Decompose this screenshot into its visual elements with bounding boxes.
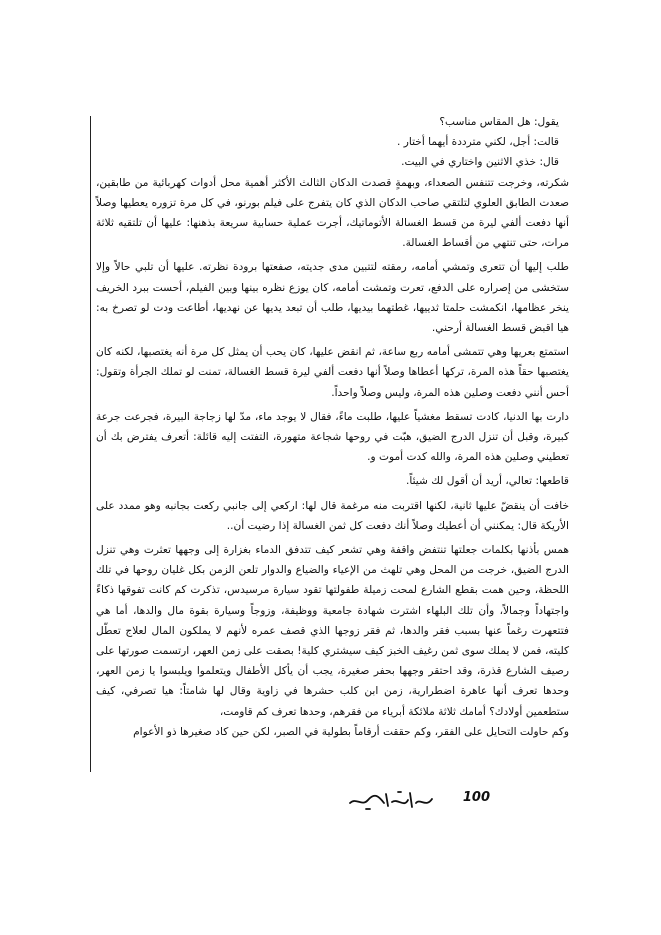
paragraph-6: استمتع بعريها وهي تتمشى أمامه ربع ساعة، ثم انقض عليها، كان يحب أن يمثل كل مرة أنه يغتصبها، لكنه كان يغتصبها حقاً هذه المرة، تركها أعطاها وصلاً أنها دفعت ألفي ليرة قسط الغسالة، تمنت لو تملك الجرأة وتقول: أحس أنني دفعت وصلين هذه المرة، وليس وصلاً واحداً. — [96, 346, 569, 399]
paragraph-4: شكرته، وخرجت تتنفس الصعداء، وبهمةٍ قصدت الدكان الثالث الأكثر أهمية محل أدوات كهربائية من طابقين، صعدت الطابق العلوي لتلتقي صاحب الدكان الذي كان يتفرج على فيلم بورنو، في كل مرة تزوره يعطيها وصلاً أنها دفعت ألفي ليرة من قسط الغسالة الأتوماتيك، أجرت عملية حسابية سريعة بذهنها: عليها أن تلتقيه ثلاثة مرات، حتى تنتهي من أقساط الغسالة. — [96, 176, 569, 250]
paragraph-10: همس بأذنها بكلمات جعلتها تنتفض واقفة وهي تشعر كيف تتدفق الدماء بغزارة إلى وجهها تعثرت وهي تنزل الدرج الضيق، خرجت من المحل وهي تلهث من الإعياء والضياع والدوار تلعن الزمن بكل غليان روحها في تلك اللحظة، وحين همت بقطع الشارع لمحت زميلة طفولتها تقود سيارة مرسيدس، تذكرت كم كانت تفوقها ذكاءً واجتهاداً وجمالاً، وأن تلك البلهاء اشترت شهادة جامعية ووظيفة، وزوجاً وسيارة بقوة مال والدها، أما هي فتتعهرت رغماً عنها بسبب فقر والدها، ثم فقر زوجها الذي قصف عمره لأنهم لا يملكون المال لعلاج تعطّل كليته، فمن لا يملك سوى ثمن رغيف الخبز كيف سيشتري كلية! بصقت على زمن العهر، ارتسمت صورتها على رصيف الشارع قذرة، وقد احتقر وجهها بحفر صغيرة، يجب أن يأكل الأطفال ويتعلموا ويلبسوا يا زمن العهر، وحدها تعرف أنها عاهرة اضطرارية، زمن ابن كلب حشرها في زاوية وقال لها شامتاً: هيا تصرفي، كيف ستطعمين أولادك؟ أمامك ثلاثة ملائكة أبرياء من فقرهم، وحدها تعرف كم قاومت، — [96, 544, 569, 718]
paragraph-11: وكم حاولت التحايل على الفقر، وكم حققت أرقاماً بطولية في الصبر، لكن حين كاد صغيرها ذو الأعوام — [133, 725, 569, 738]
page-footer — [300, 790, 536, 814]
paragraph-9: خافت أن ينقضّ عليها ثانية، لكنها اقتربت منه مرغمة قال لها: اركعي إلى جانبي ركعت بجانبه وهو ممدد على الأريكة قال: يمكنني أن أعطيك وصلاً أنك دفعت كل ثمن الغسالة إذا رضيت أن.. — [96, 499, 569, 532]
author-signature — [346, 788, 436, 812]
paragraph-8: قاطعها: تعالي، أريد أن أقول لك شيئاً. — [406, 475, 569, 488]
paragraph-5: طلب إليها أن تتعرى وتمشي أمامه، رمقته لتتبين مدى جديته، صفعتها برودة نظرته. عليها أن تلبي حالاً وإلا ستخشى من إصراره على الدفع، تعرت وتمشت أمامه، كان يوزع نظره بينها وبين الفيلم، أحست ببرد الخريف ينخر عظامها، انكمشت حلمتا ثدييها، غطتهما بيديها، طلب أن تبعد يديها عن نهديها، أطاعت ودت لو تصرخ به: هيا اقبض قسط الغسالة أرحني. — [96, 261, 569, 335]
paragraph-3: قال: خذي الاثنين واختاري في البيت. — [401, 156, 559, 169]
paragraph-7: دارت بها الدنيا، كادت تسقط مغشياً عليها، طلبت ماءً، فقال لا يوجد ماء، مدّ لها زجاجة البيرة، فجرعت جرعة كبيرة، وقبل أن تنزل الدرج الضيق، هبّت في روحها شجاعة متهورة، التفتت إليه قائلة: أتعرف يفترض بك أن تعطيني وصلين هذه المرة، والله كدت أموت و. — [96, 410, 569, 464]
story-text — [96, 112, 569, 742]
paragraph-1: يقول: هل المقاس مناسب؟ — [439, 116, 559, 128]
page-number: 100 — [462, 790, 490, 805]
paragraph-2: قالت: أجل، لكني مترددة أيهما أختار . — [397, 136, 559, 149]
margin-rule — [90, 116, 91, 772]
